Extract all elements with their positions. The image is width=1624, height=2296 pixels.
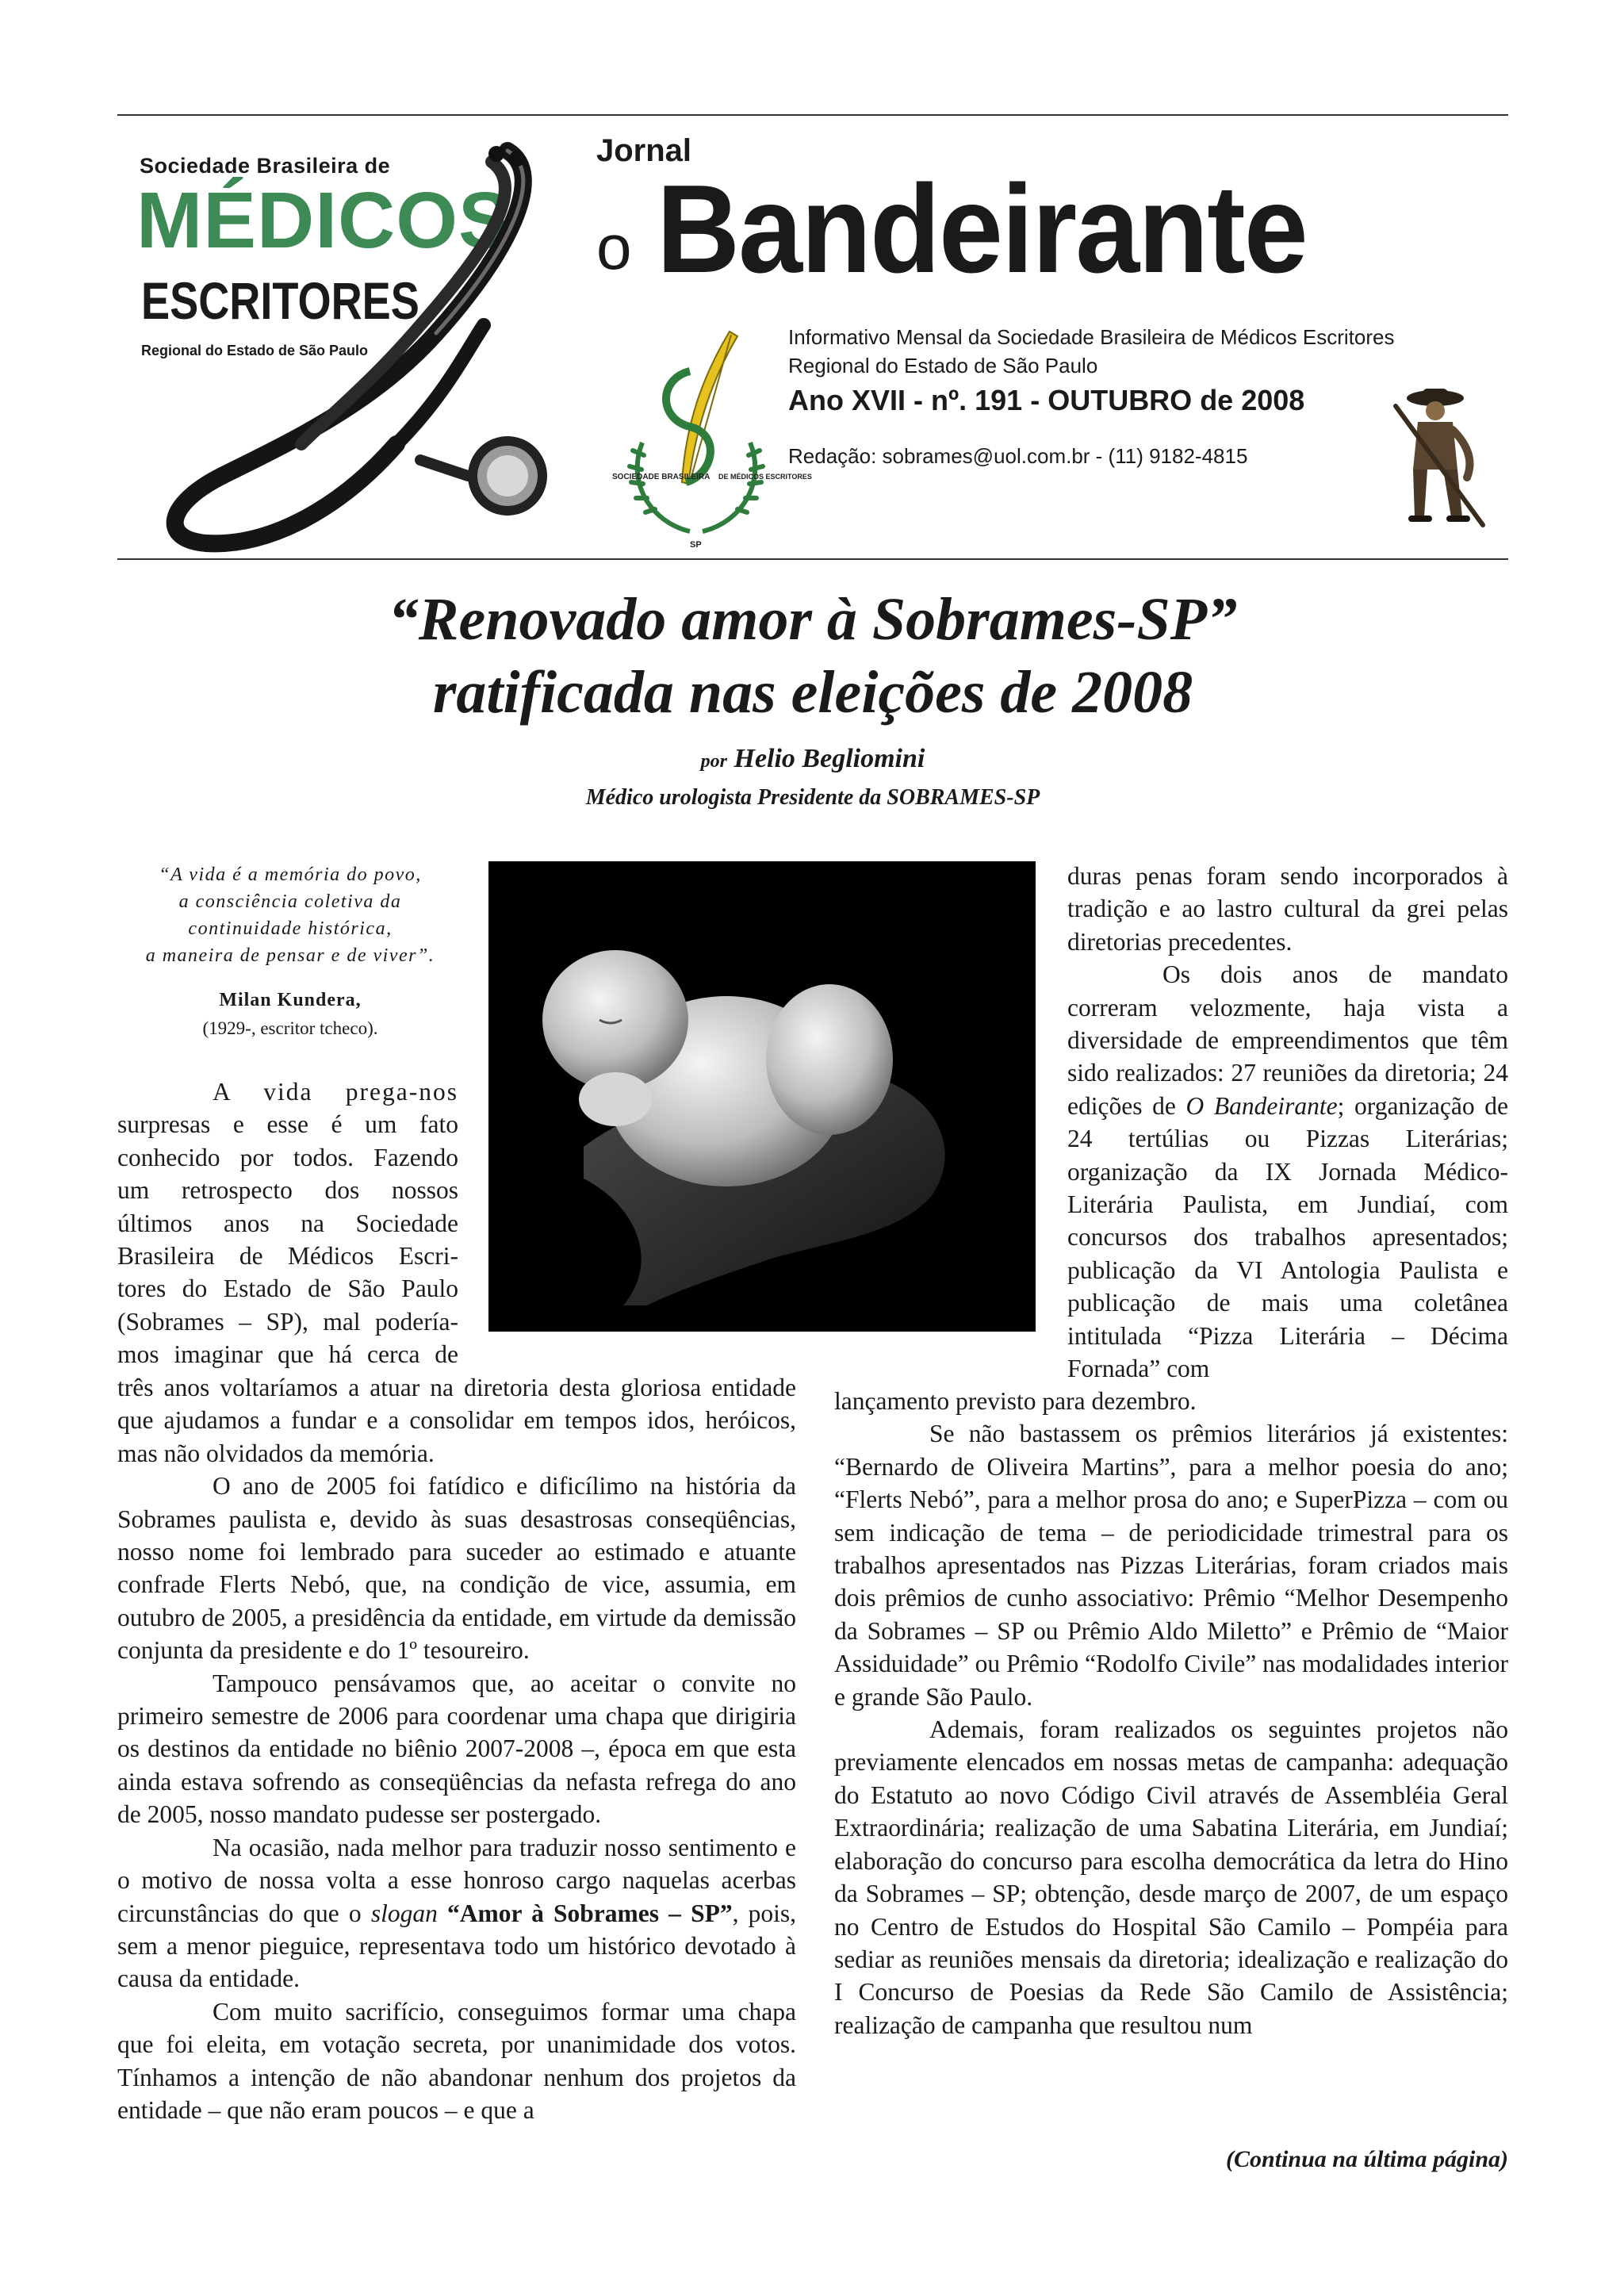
paragraph-text: Na ocasião, nada melhor para traduzir nosso sentimento e o motivo de nossa volta a esse honroso cargo naquelas acerbas circunstâncias do que o: [117, 1833, 796, 1927]
jornal-label: Jornal: [596, 133, 692, 168]
epigraph-line: a maneira de pensar e de viver”.: [145, 945, 435, 966]
narrow-line: um retrospecto dos nossos: [117, 1176, 458, 1205]
paragraph-text: ; organização de 24 tertúlias ou Pizzas Literárias; organização da IX Jornada Médico-Literária Paulista, em Jundiaí, com concursos dos trabalhos apresentados; publicação da VI Antologia Paulista e publicação de mais uma coletânea intitulada “Pizza Literária – Décima Fornada” com: [1067, 1091, 1508, 1383]
info-line-2: Regional do Estado de São Paulo: [788, 354, 1098, 378]
issue-line: Ano XVII - nº. 191 - OUTUBRO de 2008: [788, 384, 1305, 416]
paragraph: Com muito sacrifício, conseguimos formar uma chapa que foi eleita, em votação secreta, por unanimidade dos votos. Tínhamos a intenção de não abandonar nenhum dos projetos da entidade – que não eram poucos – e que a: [117, 1997, 796, 2124]
epigraph-author-info: (1929-, escritor tcheco).: [202, 1018, 378, 1038]
newspaper-title-ref: O Bandeirante: [1185, 1091, 1338, 1120]
title-o: o: [596, 212, 632, 282]
continued-note: (Continua na última página): [1226, 2146, 1508, 2172]
narrow-line: surpresas e esse é um fato: [117, 1110, 458, 1139]
paragraph: Se não bastassem os prêmios literários já existentes: “Bernardo de Oliveira Martins”, para a melhor poesia do ano; “Flerts Nebó”, para a melhor prosa do ano; e SuperPizza – com ou sem indicação de tema – de periodicidade trimestral para os trabalhos apresentados nas Pizzas Literárias, foram criados mais dois prêmios de cunho associativo: Prêmio “Melhor Desempenho da Sobrames – SP ou Prêmio Aldo Miletto” e Prêmio de “Maior Assiduidade” ou Prêmio “Rodolfo Civile” nas modalidades interior e grande São Paulo.: [834, 1420, 1508, 1711]
byline-prefix: por: [700, 751, 727, 772]
byline: [117, 744, 1508, 774]
article-title-line2: ratificada nas eleições de 2008: [432, 659, 1193, 726]
baby-in-hand-image: [488, 861, 1036, 1332]
paragraph: Tampouco pensávamos que, ao aceitar o convite no primeiro semestre de 2006 para coordenar uma chapa que dirigiria os destinos da entidade no biênio 2007-2008 –, época em que esta ainda estava sofrendo as conseqüências da nefasta refrega do ano de 2005, nosso mandato pudesse ser postergado.: [117, 1669, 796, 1829]
logo-society-line: Sociedade Brasileira de: [140, 154, 391, 178]
narrow-line: conhecido por todos. Fazendo: [117, 1143, 458, 1171]
logo-escritores: ESCRITORES: [141, 271, 419, 330]
bandeirante-figure-icon: [1380, 382, 1499, 533]
top-rule: [117, 114, 1508, 116]
emblem-bottom-text: SP: [690, 540, 702, 550]
author-name: Helio Begliomini: [733, 744, 925, 773]
narrow-line: (Sobrames – SP), mal podería-: [117, 1307, 458, 1336]
logo-medicos: MÉDICOS: [136, 176, 512, 265]
emblem-right-text: DE MÉDICOS ESCRITORES: [718, 473, 812, 481]
paragraph: três anos voltaríamos a atuar na diretoria desta gloriosa entidade que ajudamos a fundar e a consolidar em tempos idos, heróicos, mas não olvidados da memória.: [117, 1374, 796, 1467]
narrow-line: Brasileira de Médicos Escri-: [117, 1242, 458, 1271]
paragraph: duras penas foram sendo incorporados à tradição e ao lastro cultural da grei pelas diretorias precedentes.: [1067, 862, 1508, 956]
stethoscope-icon: [135, 143, 595, 555]
paragraph-slogan: [117, 1831, 796, 1995]
article-title-line1: “Renovado amor à Sobrames-SP”: [388, 586, 1238, 653]
baby-photo: [488, 861, 1036, 1332]
slogan-word: slogan: [370, 1899, 438, 1927]
narrow-line: mos imaginar que há cerca de: [117, 1340, 458, 1369]
epigraph-line: a consciência coletiva da: [178, 891, 402, 912]
paragraph: Ademais, foram realizados os seguintes projetos não previamente elencados em nossas metas de campanha: adequação do Estatuto ao novo Código Civil através de Assembléia Geral Extraordinária; realização de uma Sabatina Literária, em Jundiaí; elaboração do concurso para escolha democrática da letra do Hino da Sobrames – SP; obtenção, desde março de 2007, de um espaço no Centro de Estudos do Hospital São Camilo – Pompéia para sediar as reuniões mensais da diretoria; idealização e realização do I Concurso de Poesias da Rede São Camilo de Assistência; realização de campanha que resultou num: [834, 1715, 1508, 2039]
paragraph-text: Os dois anos de mandato correram velozmente, haja vista a diversidade de empreendimentos que têm sido realizados: 27 reuniões da diretoria; 24 edições de: [1067, 960, 1508, 1120]
epigraph-line: continuidade histórica,: [188, 918, 393, 939]
narrow-column: [117, 1075, 458, 1371]
paragraph-text: , pois, sem a menor pieguice, representava todo um histórico devotado à causa da entidade.: [117, 1899, 797, 1993]
masthead-bottom-rule: [117, 558, 1508, 560]
paragraph: lançamento previsto para dezembro.: [834, 1387, 1197, 1415]
author-role: Médico urologista Presidente da SOBRAMES-SP: [585, 785, 1040, 810]
right-top-column: [1067, 860, 1508, 1386]
newspaper-name: Bandeirante: [657, 159, 1307, 299]
epigraph-author: Milan Kundera,: [219, 990, 362, 1010]
paragraph-mandate: [1067, 958, 1508, 1385]
logo-regional: Regional do Estado de São Paulo: [141, 343, 369, 358]
narrow-line: A vida prega-nos: [213, 1078, 458, 1106]
redacao-line: Redação: sobrames@uol.com.br - (11) 9182-4815: [788, 444, 1248, 468]
left-column: [117, 1371, 796, 2126]
info-line-1: Informativo Mensal da Sociedade Brasileira de Médicos Escritores: [788, 325, 1395, 349]
sobrames-emblem: [611, 324, 812, 554]
narrow-line: tores do Estado de São Paulo: [117, 1274, 458, 1303]
paragraph: O ano de 2005 foi fatídico e dificílimo na história da Sobrames paulista e, devido às suas desastrosas conseqüências, nosso nome foi lembrado para suceder ao estimado e atuante confrade Flerts Nebó, que, na condição de vice, assumia, em outubro de 2005, a presidência da entidade, em virtude da demissão conjunta da presidente e do 1º tesoureiro.: [117, 1472, 796, 1665]
slogan-quote: “Amor à Sobrames – SP”: [447, 1899, 733, 1927]
emblem-left-text: SOCIEDADE BRASILEIRA: [612, 473, 710, 481]
epigraph-line: “A vida é a memória do povo,: [159, 864, 422, 885]
narrow-line: últimos anos na Sociedade: [117, 1209, 458, 1237]
right-column: [834, 1385, 1508, 2041]
